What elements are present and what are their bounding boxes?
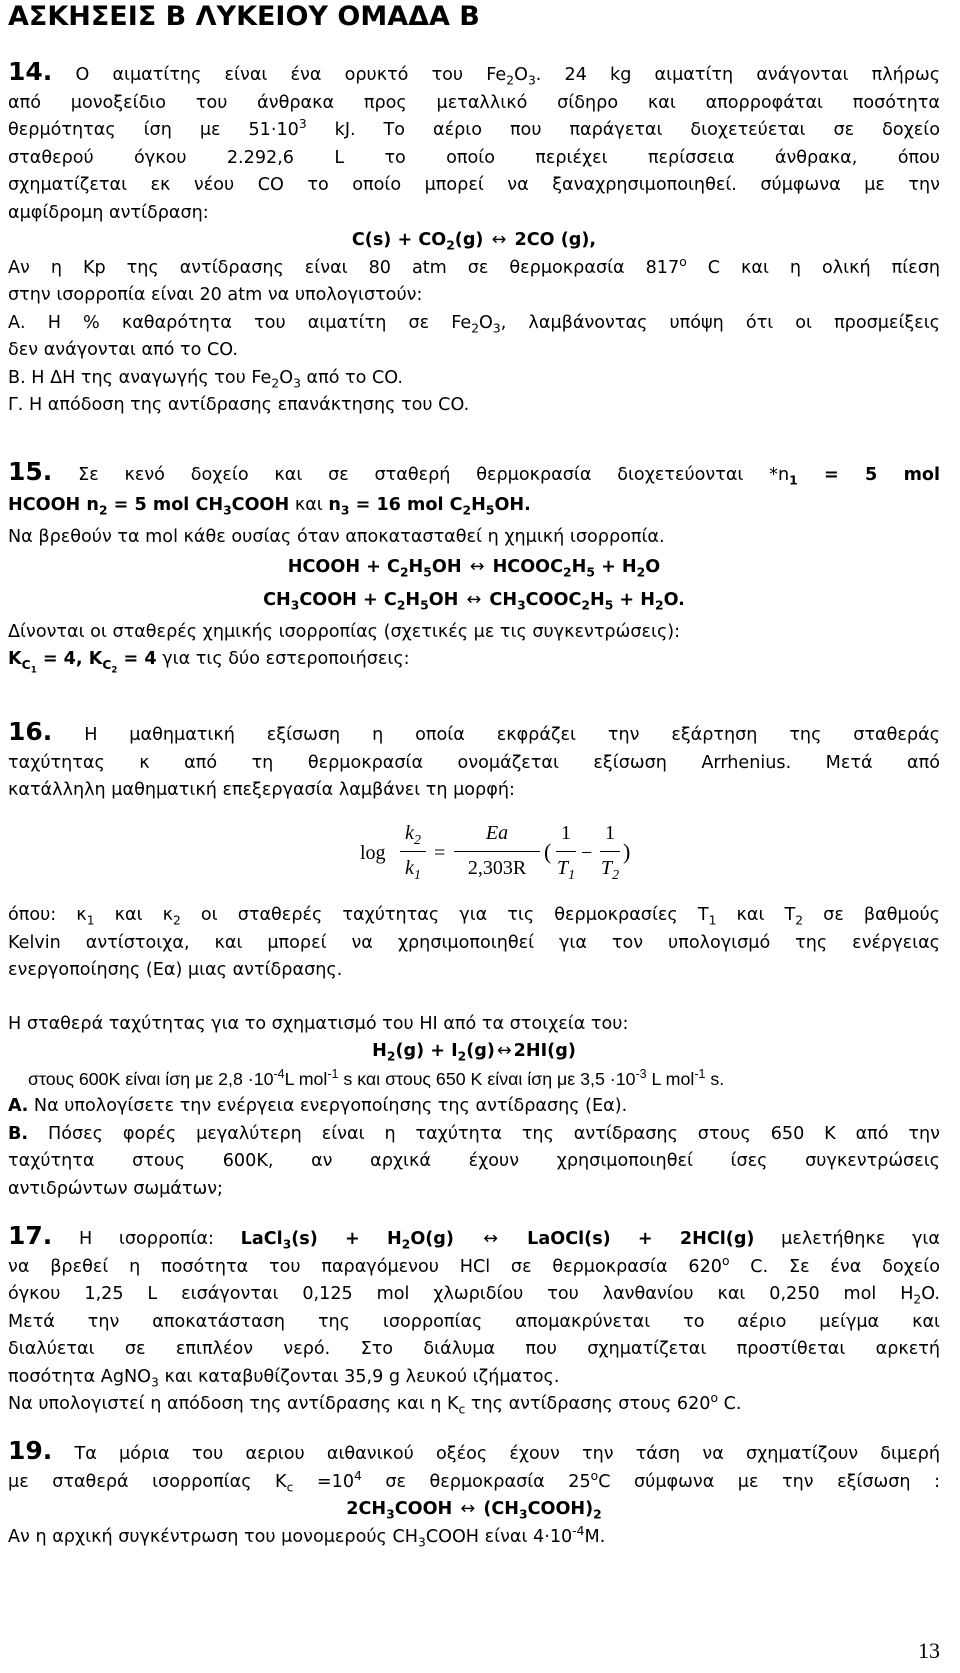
equilibrium-arrow-icon: ↔ bbox=[491, 230, 507, 250]
text-line: $K_{C_1} = 4$, $K_{C_2} = 4$ για τις δύο εστεροποιήσεις: bbox=[8, 649, 410, 675]
text-line: στην ισορροπία είναι 20 atm να υπολογιστούν: bbox=[8, 285, 423, 305]
exercise-14: 14. Ο αιματίτης είναι ένα ορυκτό του $Fe_2O_3$. 24 kg αιματίτη ανάγονται πλήρως από μονοξείδιο του άνθρακα προς μεταλλικό σίδηρο και απορροφάται ποσότητα θερμότητας ίση με $51\cdot 10^3$ kJ. Το αέριο που παράγεται διοχετεύεται σε δοχείο σταθερού όγκου 2.292,6 L το οποίο περιέχει περίσσεια άνθρακα, όπου σχηματίζεται εκ νέου CO το οποίο μπορεί να ξαναχρησιμοποιηθεί. σύμφωνα με την αμφίδρομη αντίδραση: $C(s) + CO_2(g)$ ↔ 2CO (g), Αν η Kp της αντίδρασης είναι 80 atm σε θερμοκρασία 817$^o$ C και η ολική πίεση στην ισορροπία είναι 20 atm να υπολογιστούν: Α. Η % καθαρότητα του αιματίτη σε $Fe_2O_3$, λαμβάνοντας υπόψη ότι οι προσμείξεις δεν ανάγονται από το CO. Β. Η ΔΗ της αναγωγής του $Fe_2O_3$ από το CO. Γ. Η απόδοση της αντίδρασης επανάκτησης του CO. bbox=[8, 58, 940, 420]
equilibrium-arrow-icon: ↔ bbox=[483, 1229, 498, 1249]
exercise-17: 17. Η ισορροπία: LaCl$_3$(s) + $H_2O(g)$ ↔ LaOCl(s) + 2HCl(g) μελετήθηκε για να βρεθεί η ποσότητα του παραγόμενου HCl σε θερμοκρασία 620$^o$ C. Σε ένα δοχείο όγκου 1,25 L εισάγονται 0,125 mol χλωριδίου του λανθανίου και 0,250 mol $H_2O$. Μετά την αποκατάσταση της ισορροπίας απομακρύνεται το αέριο μείγμα και διαλύεται σε επιπλέον νερό. Στο διάλυμα που σχηματίζεται προστίθεται αρκετή ποσότητα AgNO$_3$ και καταβυθίζονται 35,9 g λευκού ιζήματος. Να υπολογιστεί η απόδοση της αντίδρασης και η $K_c$ της αντίδρασης στους 620$^o$ C. bbox=[8, 1221, 940, 1417]
question-b: Β. Πόσες φορές μεγαλύτερη είναι η ταχύτητα της αντίδρασης στους 650 K από την bbox=[8, 1123, 940, 1144]
reaction-equation: HCOOH + $C_2H_5OH$ ↔ $HCOOC_2H_5 + H_2O$ bbox=[8, 554, 940, 582]
text-line: αμφίδρομη αντίδραση: bbox=[8, 202, 209, 223]
equilibrium-arrow-icon: ↔ bbox=[460, 1499, 476, 1519]
text-line: Δίνονται οι σταθερές χημικής ισορροπίας (σχετικές με τις συγκεντρώσεις): bbox=[8, 621, 681, 642]
page-title: ΑΣΚΗΣΕΙΣ Β ΛΥΚΕΙΟΥ ΟΜΑΔΑ Β bbox=[8, 1, 480, 32]
exercise-number: 15. bbox=[8, 457, 53, 486]
exercise-number: 16. bbox=[8, 717, 53, 746]
text-line: Να βρεθούν τα mol κάθε ουσίας όταν αποκατασταθεί η χημική ισορροπία. bbox=[8, 527, 665, 547]
text-line: Μετά την αποκατάσταση της ισορροπίας απομακρύνεται το αέριο μείγμα και bbox=[8, 1311, 940, 1332]
text-line: ταχύτητας κ από τη θερμοκρασία ονομάζεται εξίσωση Arrhenius. Μετά από bbox=[8, 752, 940, 773]
text-line: όπου: $\kappa_1$ και $\kappa_2$ οι σταθερές ταχύτητας για τις θερμοκρασίες $T_1$ και $T_2$ σε βαθμούς bbox=[8, 905, 940, 928]
question-c: Γ. Η απόδοση της αντίδρασης επανάκτησης του CO. bbox=[8, 395, 470, 415]
text-line: θερμότητας ίση με $51\cdot 10^3$ kJ. Το αέριο που παράγεται διοχετεύεται σε δοχείο bbox=[8, 117, 940, 140]
text-line: με σταθερά ισορροπίας $K_c =10^4$ σε θερμοκρασία 25$^o$C σύμφωνα με την εξίσωση : bbox=[8, 1468, 940, 1495]
text-line: αντιδρώντων σωμάτων; bbox=[8, 1178, 223, 1199]
exercise-16: 16. Η μαθηματική εξίσωση η οποία εκφράζει την εξάρτηση της σταθεράς ταχύτητας κ από τη θερμοκρασία ονομάζεται εξίσωση Arrhenius. Μετά από κατάλληλη μαθηματική επεξεργασία λαμβάνει τη μορφή: bbox=[8, 718, 940, 805]
text-line: στους 600K είναι ίση με $2,8 \cdot 10^{-4}L$ mol$^{-1}$ s και στους 650 K είναι ίση με $3,5 \cdot 10^{-3}$ L mol$^{-1}$ s. bbox=[28, 1066, 725, 1089]
text-line: Η σταθερά ταχύτητας για το σχηματισμό του HI από τα στοιχεία του: bbox=[8, 1013, 629, 1034]
reaction-equation: $CH_3COOH + C_2H_5OH$ ↔ $CH_3COOC_2H_5 + H_2O$. bbox=[8, 587, 940, 615]
question-b: Β. Η ΔΗ της αναγωγής του $Fe_2O_3$ από το CO. bbox=[8, 367, 404, 391]
equilibrium-arrow-icon: ↔ bbox=[496, 1041, 512, 1061]
text-line: HCOOH $n_2 = 5$ mol $CH_3COOH$ και $n_3 = 16$ mol $C_2H_5OH$. bbox=[8, 494, 531, 518]
exercise-16-continued bbox=[8, 902, 940, 1203]
text-line: να βρεθεί η ποσότητα του παραγόμενου HCl σε θερμοκρασία 620$^o$ C. Σε ένα δοχείο bbox=[8, 1253, 940, 1277]
text-line: δεν ανάγονται από το CO. bbox=[8, 340, 238, 360]
text-line: Αν η αρχική συγκέντρωση του μονομερούς $CH_3COOH$ είναι $4\cdot 10^{-4}M$. bbox=[8, 1523, 606, 1550]
text-line: ποσότητα AgNO$_3$ και καταβυθίζονται 35,9 g λευκού ιζήματος. bbox=[8, 1366, 560, 1390]
text-line: διαλύεται σε επιπλέον νερό. Στο διάλυμα που σχηματίζεται προστίθεται αρκετή bbox=[8, 1339, 940, 1359]
reaction-equation: $C(s) + CO_2(g)$ ↔ 2CO (g), bbox=[8, 227, 940, 255]
exercise-number: 17. bbox=[8, 1221, 53, 1250]
text-line: ενεργοποίησης (Εα) μιας αντίδρασης. bbox=[8, 960, 343, 980]
exercise-15: 15. Σε κενό δοχείο και σε σταθερή θερμοκρασία διοχετεύονται $*n_1 = 5$ mol HCOOH $n_2 = 5$ mol $CH_3COOH$ και $n_3 = 16$ mol $C_2H_5OH$. Να βρεθούν τα mol κάθε ουσίας όταν αποκατασταθεί η χημική ισορροπία. HCOOH + $C_2H_5OH$ ↔ $HCOOC_2H_5 + H_2O$ $CH_3COOH + C_2H_5OH$ ↔ $CH_3COOC_2H_5 + H_2O$. Δίνονται οι σταθερές χημικής ισορροπίας (σχετικές με τις συγκεντρώσεις): $K_{C_1} = 4$, $K_{C_2} = 4$ για τις δύο εστεροποιήσεις: bbox=[8, 457, 941, 675]
text-line: Αν η Kp της αντίδρασης είναι 80 atm σε θερμοκρασία 817$^o$ C και η ολική πίεση bbox=[8, 254, 940, 278]
text-line: από μονοξείδιο του άνθρακα προς μεταλλικό σίδηρο και απορροφάται ποσότητα bbox=[8, 92, 940, 113]
arrhenius-formula: log $k_2$ $k_1$ = Ea 2,303R ( 1 $T_1$ − 1 $T_2$ ) bbox=[360, 822, 631, 883]
text-line: σχηματίζεται εκ νέου CO το οποίο μπορεί να ξαναχρησιμοποιηθεί. σύμφωνα με την bbox=[8, 175, 940, 195]
question-a: Α. Να υπολογίσετε την ενέργεια ενεργοποίησης της αντίδρασης (Εα). bbox=[8, 1096, 628, 1116]
reaction-equation: $2CH_3COOH$ ↔ $(CH_3COOH)_2$ bbox=[8, 1496, 940, 1524]
exercise-number: 14. bbox=[8, 57, 53, 86]
reaction-equation: $H_2(g) + I_2(g)$ ↔ 2HI(g) bbox=[8, 1038, 940, 1066]
exercise-number: 19. bbox=[8, 1436, 53, 1465]
text-line: Kelvin αντίστοιχα, και μπορεί να χρησιμοποιηθεί για τον υπολογισμό της ενέργειας bbox=[8, 932, 940, 953]
question-a: Α. Η % καθαρότητα του αιματίτη σε $Fe_2O_3$, λαμβάνοντας υπόψη ότι οι προσμείξεις bbox=[8, 312, 940, 336]
text-line: ταχύτητα στους 600K, αν αρχικά έχουν χρησιμοποιηθεί ίσες συγκεντρώσεις bbox=[8, 1151, 940, 1171]
exercise-19: 19. Τα μόρια του αεριου αιθανικού οξέος έχουν την τάση να σχηματίζουν διμερή με σταθερά ισορροπίας $K_c =10^4$ σε θερμοκρασία 25$^o$C σύμφωνα με την εξίσωση : $2CH_3COOH$ ↔ $(CH_3COOH)_2$ Αν η αρχική συγκέντρωση του μονομερούς $CH_3COOH$ είναι $4\cdot 10^{-4}M$. bbox=[8, 1436, 941, 1550]
equilibrium-arrow-icon: ↔ bbox=[469, 556, 485, 577]
text-line: κατάλληλη μαθηματική επεξεργασία λαμβάνει τη μορφή: bbox=[8, 780, 515, 800]
text-line: σταθερού όγκου 2.292,6 L το οποίο περιέχει περίσσεια άνθρακα, όπου bbox=[8, 147, 940, 168]
page-number: 13 bbox=[918, 1638, 940, 1663]
equilibrium-arrow-icon: ↔ bbox=[466, 590, 482, 610]
text-line: Να υπολογιστεί η απόδοση της αντίδρασης και η $K_c$ της αντίδρασης στους 620$^o$ C. bbox=[8, 1391, 742, 1417]
text-line: όγκου 1,25 L εισάγονται 0,125 mol χλωριδίου του λανθανίου και 0,250 mol $H_2O$. bbox=[8, 1284, 940, 1307]
